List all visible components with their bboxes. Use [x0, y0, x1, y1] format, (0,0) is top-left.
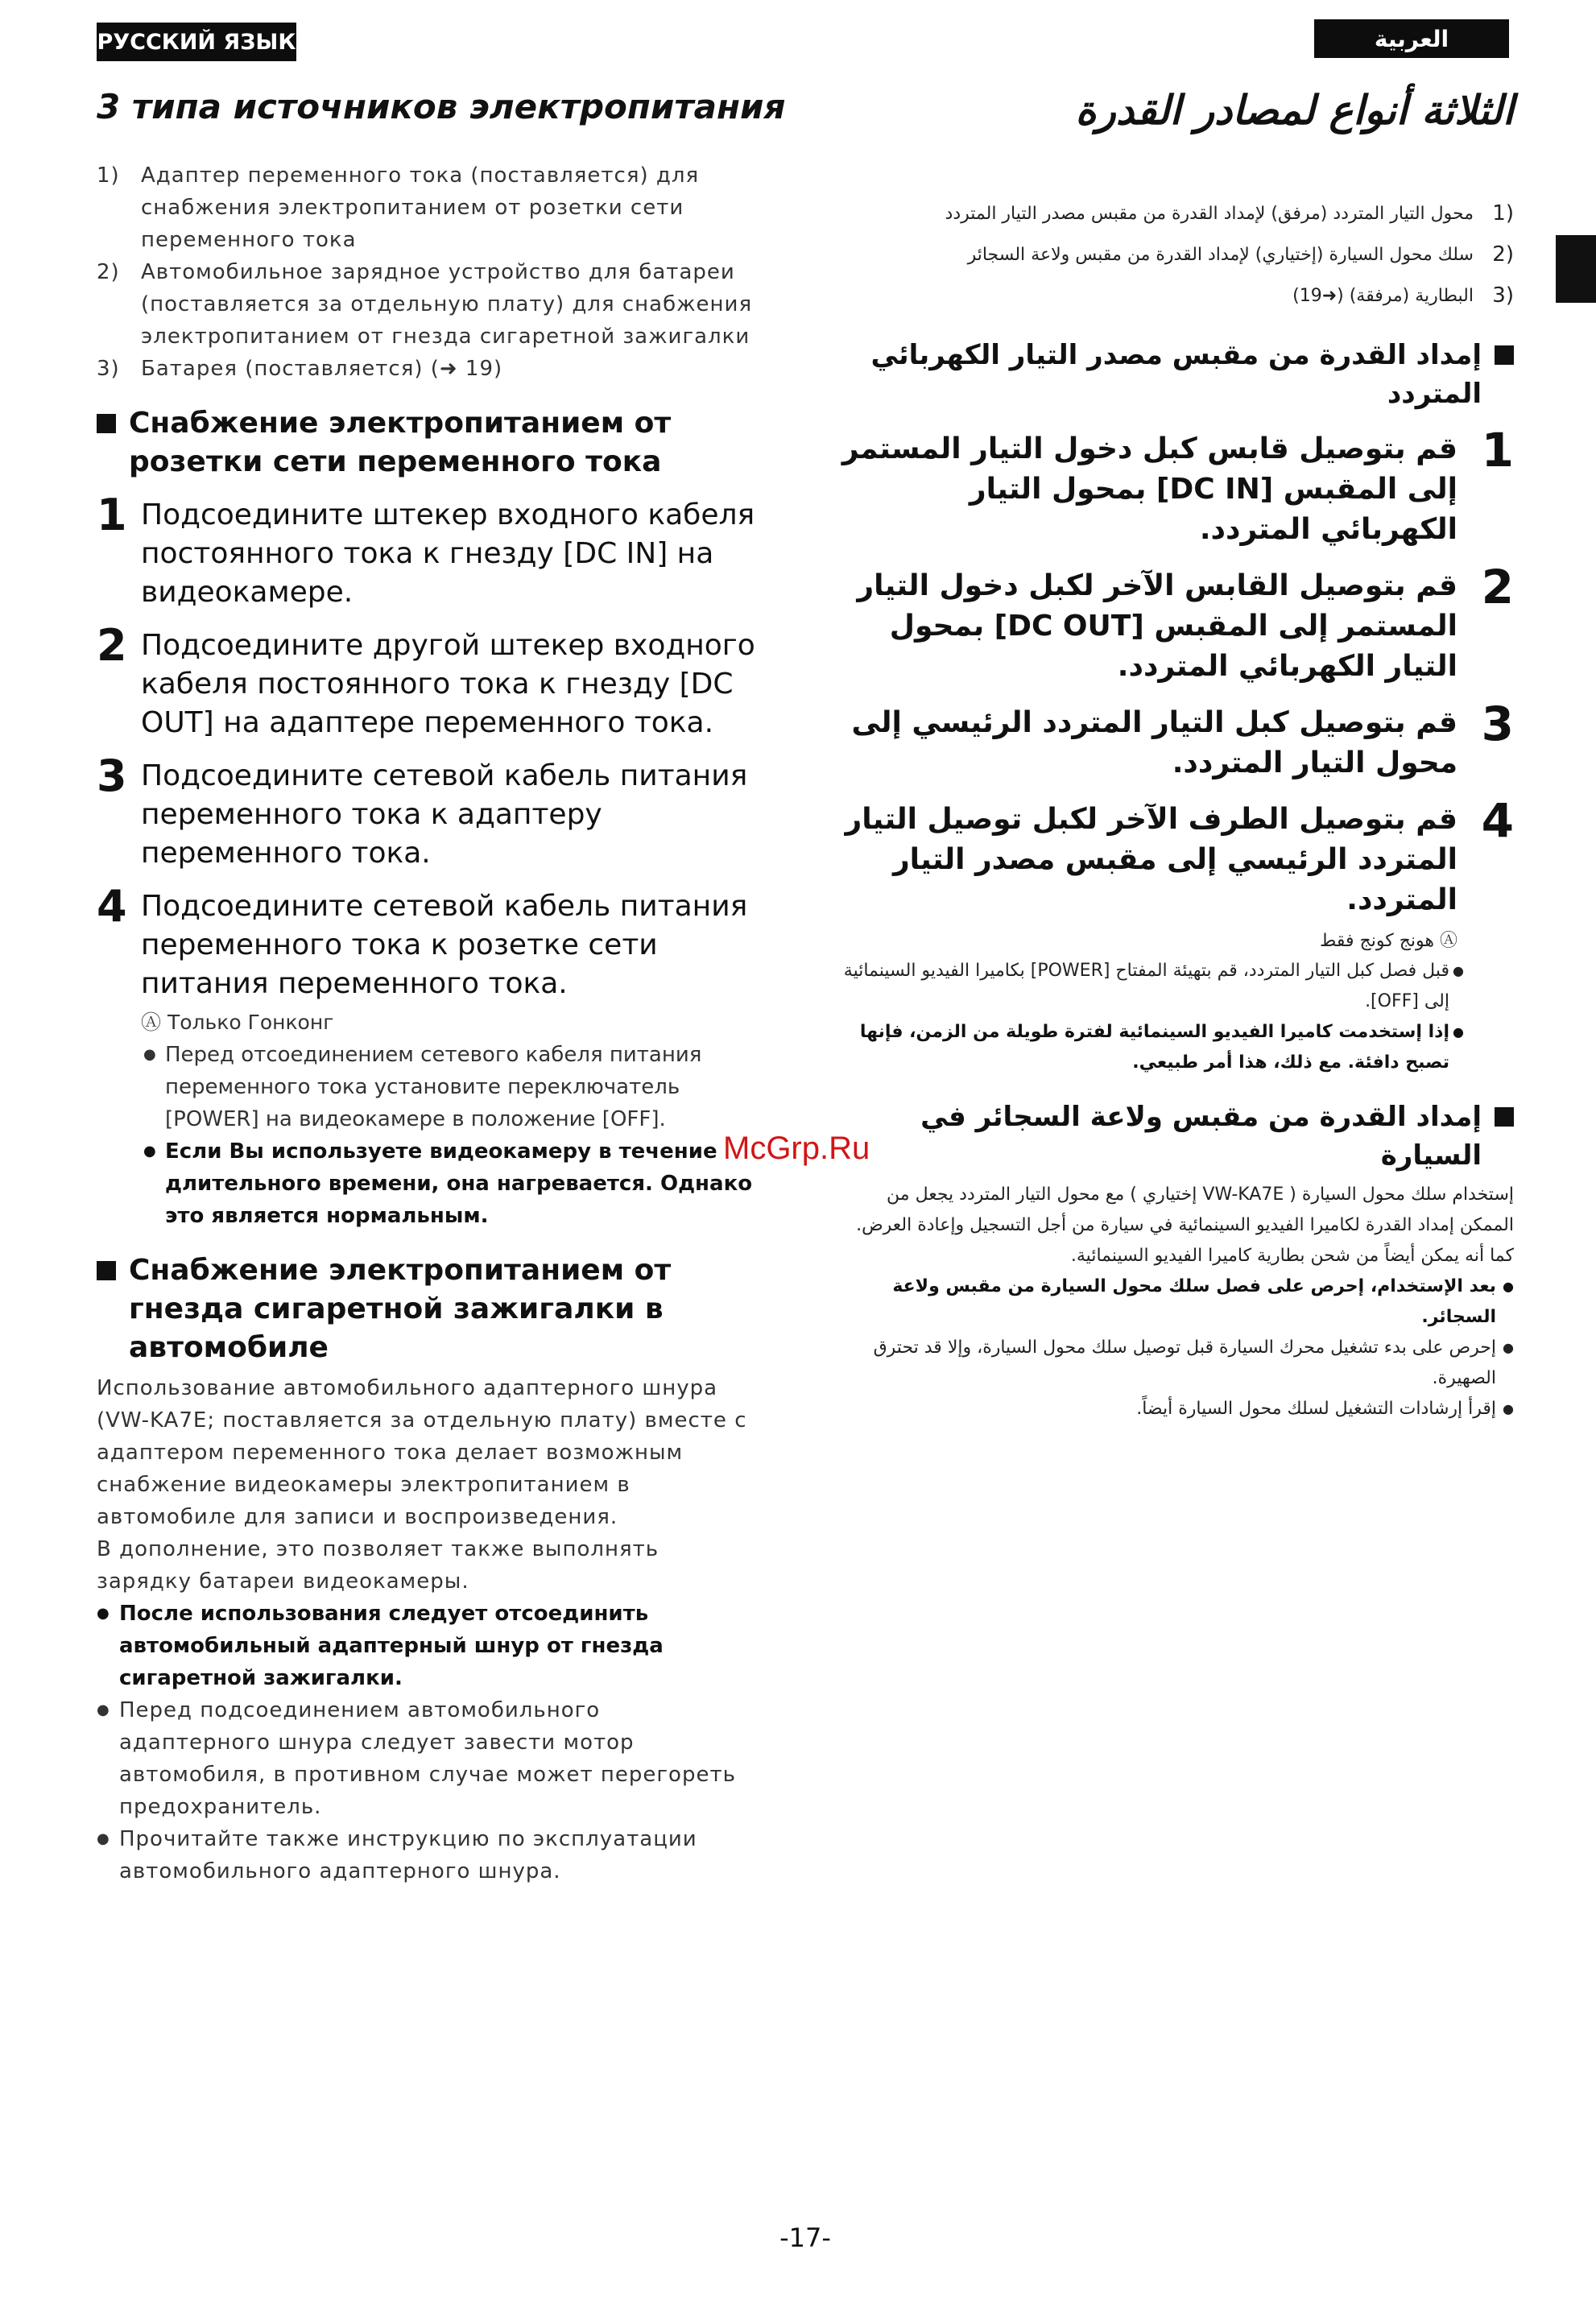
watermark: McGrp.Ru: [723, 1131, 870, 1166]
step-number: 3: [97, 750, 127, 801]
list-item: (1 محول التيار المتردد (مرفق) لإمداد القدرة من مقبس مصدر التيار المتردد: [945, 201, 1514, 225]
paragraph: В дополнение, это позволяет также выполнять зарядку батареи видеокамеры.: [97, 1537, 659, 1594]
note-bullet: ● Перед отсоединением сетевого кабеля питания переменного тока установите переключатель [POWER] на видеокамере в положение [OFF].: [97, 1039, 757, 1135]
step-4: 4 قم بتوصيل الطرف الآخر لكبل توصيل التيار المتردد الرئيسي إلى مقبس مصدر التيار المتردد.: [845, 793, 1514, 916]
step-number: 3: [1481, 697, 1514, 751]
paragraph: Использование автомобильного адаптерного шнура (VW-KA7E; поставляется за отдельную плату) вместе с адаптером переменного тока делает возможным снабжение видеокамеры электропитанием в автомобиле для записи и воспроизведения.: [97, 1376, 747, 1529]
step-number: 2: [1481, 560, 1514, 614]
note-bullet: ● Перед подсоединением автомобильного адаптерного шнура следует завести мотор автомобиля, в противном случае может перегореть предохранитель.: [97, 1694, 757, 1823]
note-bullet: ● إقرأ إرشادات التشغيل لسلك محول السيارة أيضاً.: [837, 1394, 1514, 1424]
step-number: 1: [97, 490, 127, 540]
note-bullet: ● Если Вы используете видеокамеру в течение длительного времени, она нагревается. Однако это является нормальным.: [97, 1135, 757, 1232]
section-heading-car: Снабжение электропитанием от гнезда сигаретной зажигалки в автомобиле: [97, 1251, 757, 1367]
section-heading-ac-outlet: إمداد القدرة من مقبس مصدر التيار الكهربائي المتردد: [837, 336, 1514, 413]
step-2: 2 قم بتوصيل القابس الآخر لكبل دخول التيار المستمر إلى المقبس [DC OUT] بمحول التيار الكهربائي المتردد.: [857, 560, 1514, 683]
list-item: (3 البطارية (مرفقة) (➜19): [1292, 283, 1514, 308]
step-number: 2: [97, 620, 127, 671]
note-bullet: ● بعد الإستخدام، إحرص على فصل سلك محول السيارة من مقبس ولاعة السجائر.: [837, 1271, 1514, 1333]
page-edge-marker: [1556, 235, 1596, 303]
note-bullet: ● إذا إستخدمت كاميرا الفيديو السينمائية لفترة طويلة من الزمن، فإنها تصبح دافئة. مع ذلك، هذا أمر طبيعي.: [837, 1017, 1514, 1078]
step-4: 4 Подсоедините сетевой кабель питания переменного тока к розетке сети питания переменного тока.: [97, 881, 748, 1000]
page-title-russian: 3 типа источников электропитания: [97, 87, 786, 126]
list-item: 3) Батарея (поставляется) (➜ 19): [97, 357, 503, 381]
step-number: 1: [1481, 423, 1514, 478]
power-sources-list: [837, 193, 1514, 316]
note-bullet: ● إحرص على بدء تشغيل محرك السيارة قبل توصيل سلك محول السيارة، وإلا قد تحترق الصهيرة.: [837, 1333, 1514, 1394]
step-2: 2 Подсоедините другой штекер входного кабеля постоянного тока к гнезду [DC OUT] на адаптере переменного тока.: [97, 620, 755, 739]
list-item: 2) Автомобильное зарядное устройство для батареи (поставляется за отдельную плату) для снабжения электропитанием от гнезда сигаретной зажигалки: [97, 260, 753, 349]
step-number: 4: [97, 881, 127, 932]
section-heading-car: إمداد القدرة من مقبس ولاعة السجائر في السيارة: [837, 1098, 1514, 1175]
section-heading-ac-outlet: Снабжение электропитанием от розетки сети переменного тока: [97, 404, 757, 482]
page-number: -17-: [779, 2222, 831, 2253]
step-number: 4: [1481, 793, 1514, 848]
power-sources-list: [97, 159, 757, 385]
step-3: 3 Подсоедините сетевой кабель питания переменного тока к адаптеру переменного тока.: [97, 750, 748, 870]
language-tab-russian: РУССКИЙ ЯЗЫК: [97, 23, 296, 61]
note-bullet: ● قبل فصل كبل التيار المتردد، قم بتهيئة المفتاح [POWER] بكاميرا الفيديو السينمائية إلى [OFF].: [837, 956, 1514, 1017]
note-bullet: ● После использования следует отсоединить автомобильный адаптерный шнур от гнезда сигаретной зажигалки.: [97, 1598, 757, 1694]
step-1: 1 Подсоедините штекер входного кабеля постоянного тока к гнезду [DC IN] на видеокамере.: [97, 490, 755, 609]
note-bullet: ● Прочитайте также инструкцию по эксплуатации автомобильного адаптерного шнура.: [97, 1823, 757, 1887]
paragraph: إستخدام سلك محول السيارة ( VW-KA7E إختياري ) مع محول التيار المتردد يجعل من الممكن إمداد القدرة لكاميرا الفيديو السينمائية في سيارة من أجل التسجيل وإعادة العرض. كما أنه يمكن أيضاً من شحن بطارية كاميرا الفيديو السينمائية.: [856, 1185, 1514, 1266]
note-hong-kong: Ⓐ هونج كونج فقط: [1320, 931, 1457, 951]
step-1: 1 قم بتوصيل قابس كبل دخول التيار المستمر إلى المقبس [DC IN] بمحول التيار الكهربائي المتردد.: [841, 423, 1514, 546]
list-item: (2 سلك محول السيارة (إختياري) لإمداد القدرة من مقبس ولاعة السجائر: [967, 242, 1514, 267]
list-item: 1) Адаптер переменного тока (поставляется) для снабжения электропитанием от розетки сети переменного тока: [97, 163, 700, 252]
note-hong-kong: Ⓐ Только Гонконг: [141, 1011, 334, 1034]
page-title-arabic: الثلاثة أنواع لمصادر القدرة: [1075, 87, 1514, 134]
language-tab-arabic: العربية: [1314, 19, 1509, 58]
step-3: 3 قم بتوصيل كبل التيار المتردد الرئيسي إلى محول التيار المتردد.: [851, 697, 1514, 779]
